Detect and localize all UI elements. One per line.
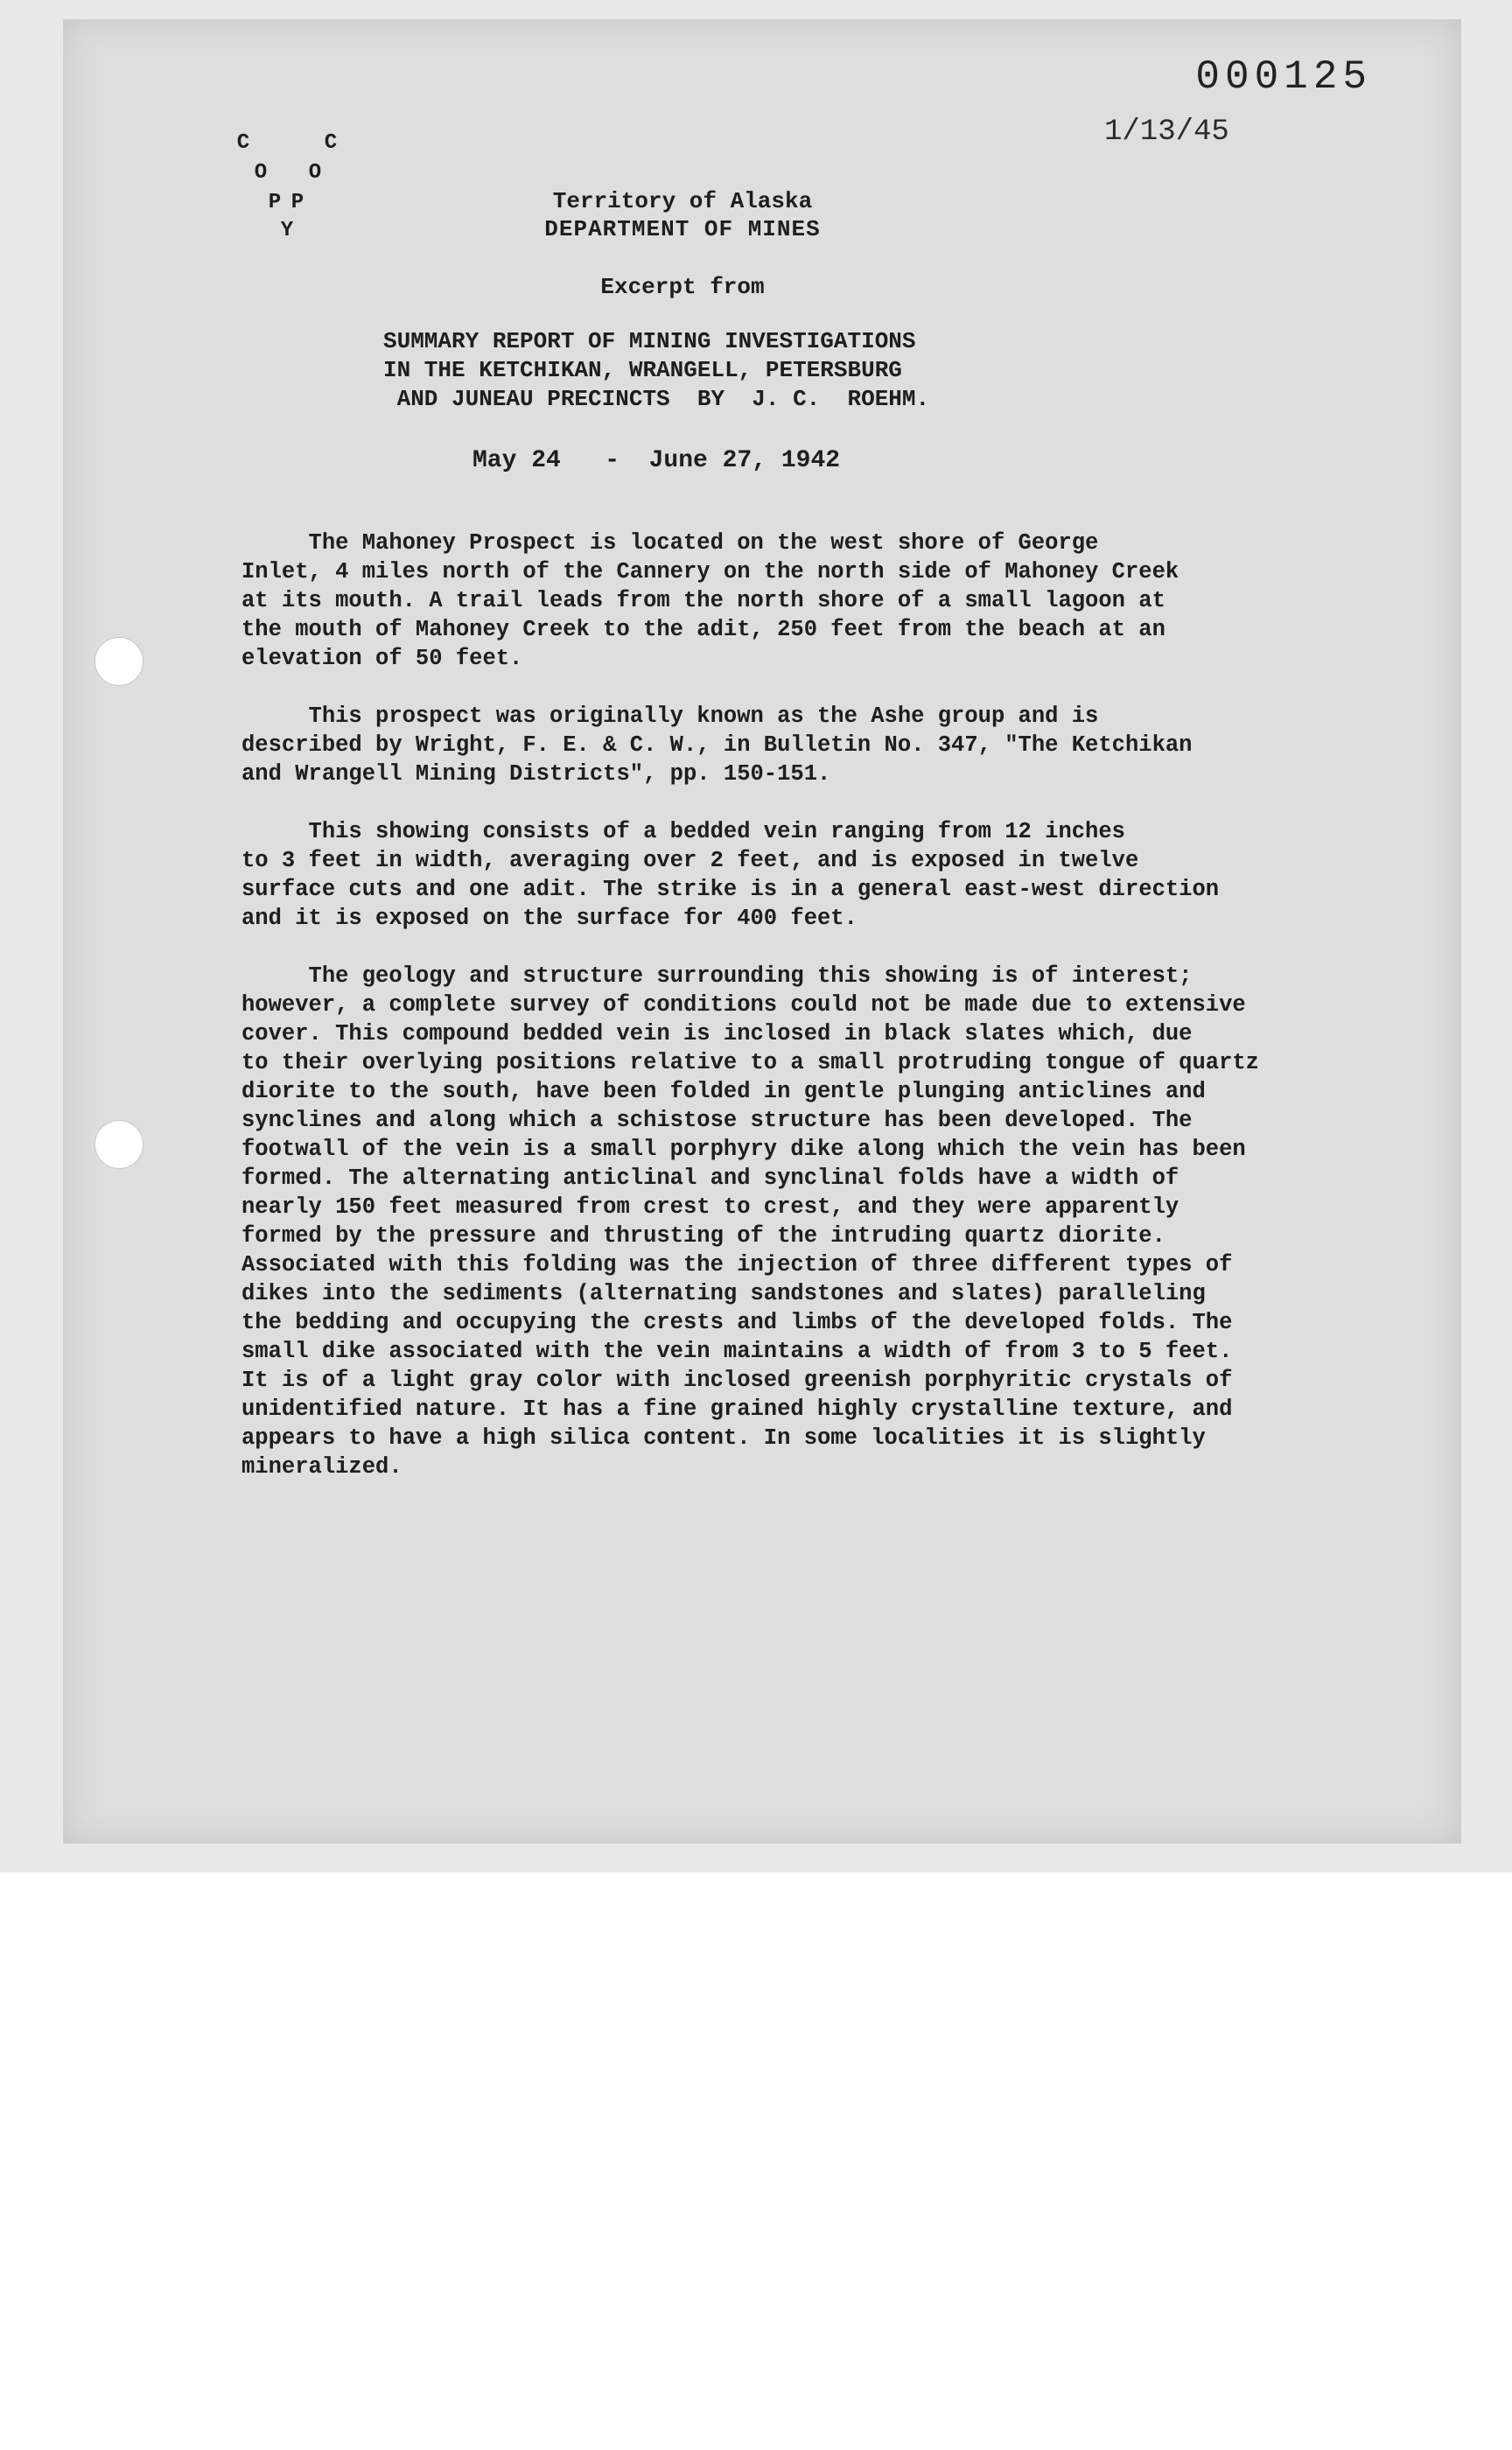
punch-hole-upper (94, 637, 144, 686)
copy-letter: P (290, 191, 304, 214)
page-number-stamp: 000125 (1195, 54, 1372, 100)
paragraph-geology (242, 962, 1370, 1481)
copy-letter: C (236, 131, 250, 155)
handwritten-date: 1/13/45 (1104, 116, 1229, 149)
copy-letter: C (324, 131, 338, 155)
text-line: diorite to the south, have been folded in gentle plunging anticlines and (242, 1079, 1206, 1104)
text-line: at its mouth. A trail leads from the north shore of a small lagoon at (242, 588, 1166, 613)
text-line: footwall of the vein is a small porphyry dike along which the vein has been (242, 1137, 1246, 1162)
report-title-line: SUMMARY REPORT OF MINING INVESTIGATIONS (383, 328, 916, 354)
punch-hole-lower (94, 1120, 144, 1169)
text-line: cover. This compound bedded vein is inclosed in black slates which, due (242, 1021, 1193, 1046)
copy-letter: Y (280, 219, 294, 242)
copy-letter: O (308, 161, 322, 185)
text-line: mineralized. (242, 1454, 402, 1480)
text-line: The geology and structure surrounding this showing is of interest; (242, 963, 1193, 989)
text-line: small dike associated with the vein maintains a width of from 3 to 5 feet. (242, 1339, 1233, 1364)
text-line: to 3 feet in width, averaging over 2 feet, and is exposed in twelve (242, 848, 1139, 873)
text-line: and Wrangell Mining Districts", pp. 150-151. (242, 761, 831, 787)
copy-mark (234, 131, 357, 254)
text-line: The Mahoney Prospect is located on the west shore of George (242, 530, 1099, 556)
text-line: Inlet, 4 miles north of the Cannery on the north side of Mahoney Creek (242, 559, 1180, 584)
text-line: and it is exposed on the surface for 400 feet. (242, 906, 858, 931)
paragraph-history (242, 702, 1370, 788)
excerpt-heading: Excerpt from (600, 274, 765, 300)
department-heading: DEPARTMENT OF MINES (544, 216, 821, 242)
text-line: synclines and along which a schistose structure has been developed. The (242, 1108, 1193, 1133)
report-title-line: IN THE KETCHIKAN, WRANGELL, PETERSBURG (383, 357, 902, 383)
copy-letter: O (254, 161, 268, 185)
report-title (332, 327, 1101, 414)
text-line: appears to have a high silica content. In some localities it is slightly (242, 1425, 1206, 1451)
text-line: It is of a light gray color with inclosed greenish porphyritic crystals of (242, 1368, 1233, 1393)
text-line: the mouth of Mahoney Creek to the adit, 250 feet from the beach at an (242, 617, 1166, 642)
text-line: nearly 150 feet measured from crest to crest, and they were apparently (242, 1194, 1180, 1220)
text-line: the bedding and occupying the crests and limbs of the developed folds. The (242, 1310, 1233, 1335)
text-line: surface cuts and one adit. The strike is in a general east-west direction (242, 877, 1220, 902)
text-line: This showing consists of a bedded vein ranging from 12 inches (242, 819, 1125, 844)
text-line: dikes into the sediments (alternating sandstones and slates) paralleling (242, 1281, 1206, 1306)
text-line: formed by the pressure and thrusting of the intruding quartz diorite. (242, 1223, 1166, 1249)
territory-heading: Territory of Alaska (552, 188, 813, 214)
text-line: Associated with this folding was the injection of three different types of (242, 1252, 1233, 1278)
text-line: This prospect was originally known as the Ashe group and is (242, 704, 1099, 729)
copy-letter: P (268, 191, 282, 214)
text-line: elevation of 50 feet. (242, 646, 523, 671)
text-line: however, a complete survey of conditions could not be made due to extensive (242, 992, 1246, 1018)
paragraph-vein (242, 817, 1370, 933)
report-dates: May 24 - June 27, 1942 (472, 447, 841, 474)
text-line: to their overlying positions relative to a small protruding tongue of quartz (242, 1050, 1259, 1075)
report-title-line: AND JUNEAU PRECINCTS BY J. C. ROEHM. (383, 386, 930, 412)
text-line: described by Wright, F. E. & C. W., in Bulletin No. 347, "The Ketchikan (242, 732, 1193, 758)
paragraph-location (242, 528, 1370, 673)
report-body (242, 528, 1370, 1510)
text-line: formed. The alternating anticlinal and synclinal folds have a width of (242, 1166, 1180, 1191)
text-line: unidentified nature. It has a fine grained highly crystalline texture, and (242, 1396, 1233, 1422)
